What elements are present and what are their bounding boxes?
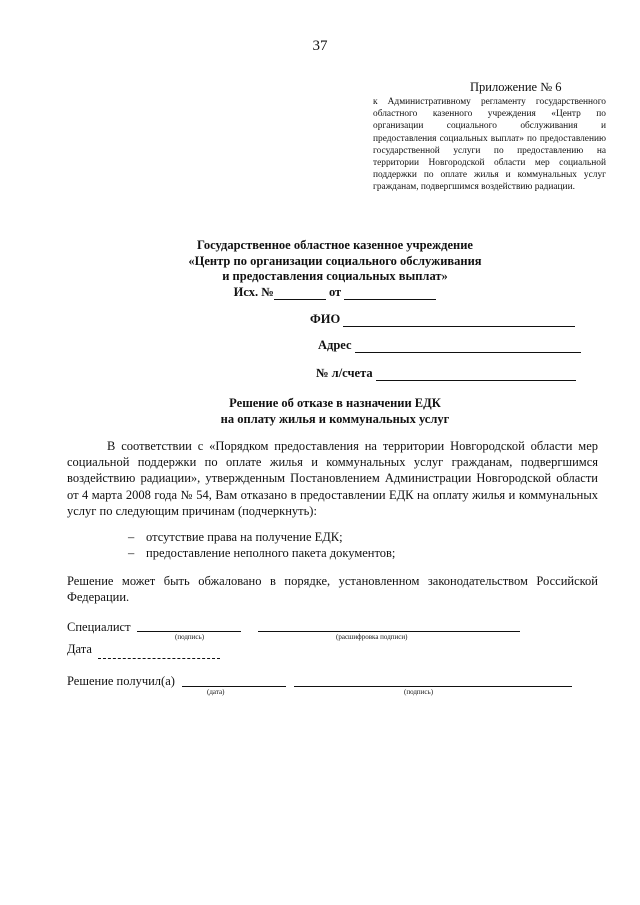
decision-body: В соответствии с «Порядком предоставления на территории Новгородской области мер социальной поддержки по оплате жилья и коммунальных услуг гражданам, подвергшимся воздействию радиации», утвержденным Постановлением Администрации Новгородской области от 4 марта 2008 года № 54, Вам отказано в предоставлении ЕДК на оплату жилья и коммунальных услуг по следующим причинам (подчеркнуть):	[67, 439, 598, 518]
appendix-title: Приложение № 6	[470, 80, 562, 94]
received-signature-caption: (подпись)	[404, 688, 434, 696]
outgoing-date-label: от	[328, 285, 342, 299]
outgoing-date-line	[344, 287, 436, 300]
appendix-text: к Административному регламенту государственного областного казенного учреждения «Центр по организации социального обслуживания и предоставления социальных выплат» по предоставлению государственной услуги по предоставлению на территории Новгородской области мер социальной поддержки по оплате жилья и коммунальных услуг гражданам, подвергшимся воздействию радиации.	[373, 97, 606, 193]
reason-text: предоставление неполного пакета документов;	[146, 546, 396, 560]
outgoing-number-row	[120, 285, 550, 300]
appeal-text: Решение может быть обжаловано в порядке, установленном законодательством Российской Федерации.	[67, 574, 598, 604]
signature-caption: (подпись)	[175, 633, 205, 641]
received-date-line	[182, 674, 286, 687]
account-label: № л/счета	[316, 366, 373, 380]
decision-title	[120, 396, 550, 427]
reason-bullet: –	[128, 530, 135, 544]
outgoing-number-label: Исх. №	[233, 285, 274, 299]
decoding-caption: (расшифровка подписи)	[336, 633, 408, 641]
page-number: 37	[312, 38, 328, 54]
address-line	[355, 340, 581, 353]
address-row	[318, 338, 581, 353]
decision-title-line-2: на оплату жилья и коммунальных услуг	[220, 411, 450, 426]
date-label: Дата	[67, 642, 92, 656]
received-label: Решение получил(а)	[67, 674, 175, 688]
organization-line-2: «Центр по организации социального обслуживания	[188, 253, 482, 268]
reason-item	[128, 546, 395, 561]
account-row	[316, 366, 576, 381]
fio-label: ФИО	[310, 312, 341, 326]
specialist-decoding-line	[258, 619, 520, 632]
fio-line	[343, 314, 575, 327]
reason-item	[128, 530, 343, 545]
reason-text: отсутствие права на получение ЕДК;	[146, 530, 343, 544]
outgoing-number-line	[274, 287, 326, 300]
specialist-label: Специалист	[67, 620, 131, 634]
specialist-signature-line	[137, 619, 241, 632]
reason-bullet: –	[128, 546, 135, 560]
organization-line-1: Государственное областное казенное учреждение	[197, 238, 473, 252]
organization-header	[120, 238, 550, 285]
date-caption: (дата)	[207, 688, 225, 696]
address-label: Адрес	[318, 338, 352, 352]
organization-line-3: и предоставления социальных выплат»	[222, 269, 448, 283]
received-signature-line	[294, 674, 572, 687]
account-line	[376, 368, 576, 381]
fio-row	[310, 312, 575, 327]
date-line	[98, 646, 220, 659]
decision-title-line-1: Решение об отказе в назначении ЕДК	[229, 396, 441, 410]
